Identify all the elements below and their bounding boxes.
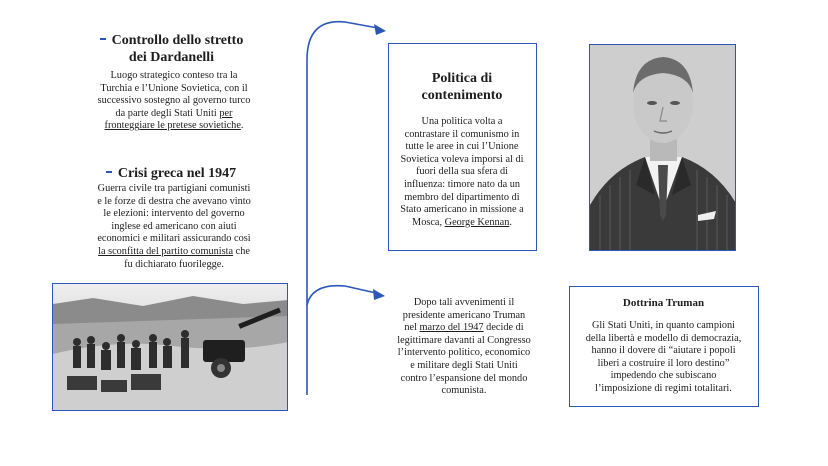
link-pretese-sovietiche-2[interactable]: fronteggiare le pretese sovietiche: [104, 120, 241, 132]
contenimento-body: Una politica volta a contrastare il comunismo in tutte le aree in cui l’Unione Sovietica voleva imporsi al di fuori della sua sfera di influenza: timore nato da un membro del dipartimento di Stato americano in missione a Mosca, George Kennan.: [400, 116, 524, 228]
link-pretese-sovietiche[interactable]: per: [219, 107, 233, 119]
dardanelli-body: Luogo strategico conteso tra la Turchia e l’Unione Sovietica, con il successivo sostegno al governo turco da parte degli Stati Uniti per fronteggiare le pretese sovietiche.: [97, 70, 251, 132]
dottrina-box: [569, 286, 759, 407]
dottrina-body: Gli Stati Uniti, in quanto campioni della libertà e modello di democrazia, hanno il dovere di “aiutare i popoli liberi a costruire il loro destino” impedendo che subiscano l’imposizione di regimi totalitari.: [585, 320, 742, 394]
contenimento-box: [388, 43, 537, 251]
connector-arrow-icon: [374, 24, 386, 35]
truman-body: Dopo tali avvenimenti il presidente americano Truman nel marzo del 1947 decide di legittimare davanti al Congresso l’intervento politico, economico e militare degli Stati Uniti contro l’espansione del mondo comunista.: [397, 297, 531, 397]
link-sconfitta-partito[interactable]: la sconfitta del partito comunista: [98, 245, 234, 257]
link-marzo-1947[interactable]: marzo del 1947: [419, 322, 484, 334]
contenimento-title: Politica di contenimento: [421, 71, 503, 103]
dardanelli-title: Controllo dello stretto dei Dardanelli: [84, 32, 259, 66]
bullet-dash-icon: [100, 38, 106, 40]
grecia-title: Crisi greca nel 1947: [86, 165, 256, 182]
portrait-photo: [589, 44, 736, 251]
link-george-kennan[interactable]: George Kennan: [444, 216, 510, 228]
grecia-body: Guerra civile tra partigiani comunisti e le forze di destra che avevano vinto le elezioni: intervento del governo inglese ed americano con aiuti economici e militari assicurando così la sconfitta del partito comunista che fu dichiarato fuorilegge.: [97, 183, 251, 270]
artillery-photo: [52, 283, 288, 411]
dottrina-title: Dottrina Truman: [622, 297, 705, 309]
bullet-dash-icon: [106, 171, 112, 173]
